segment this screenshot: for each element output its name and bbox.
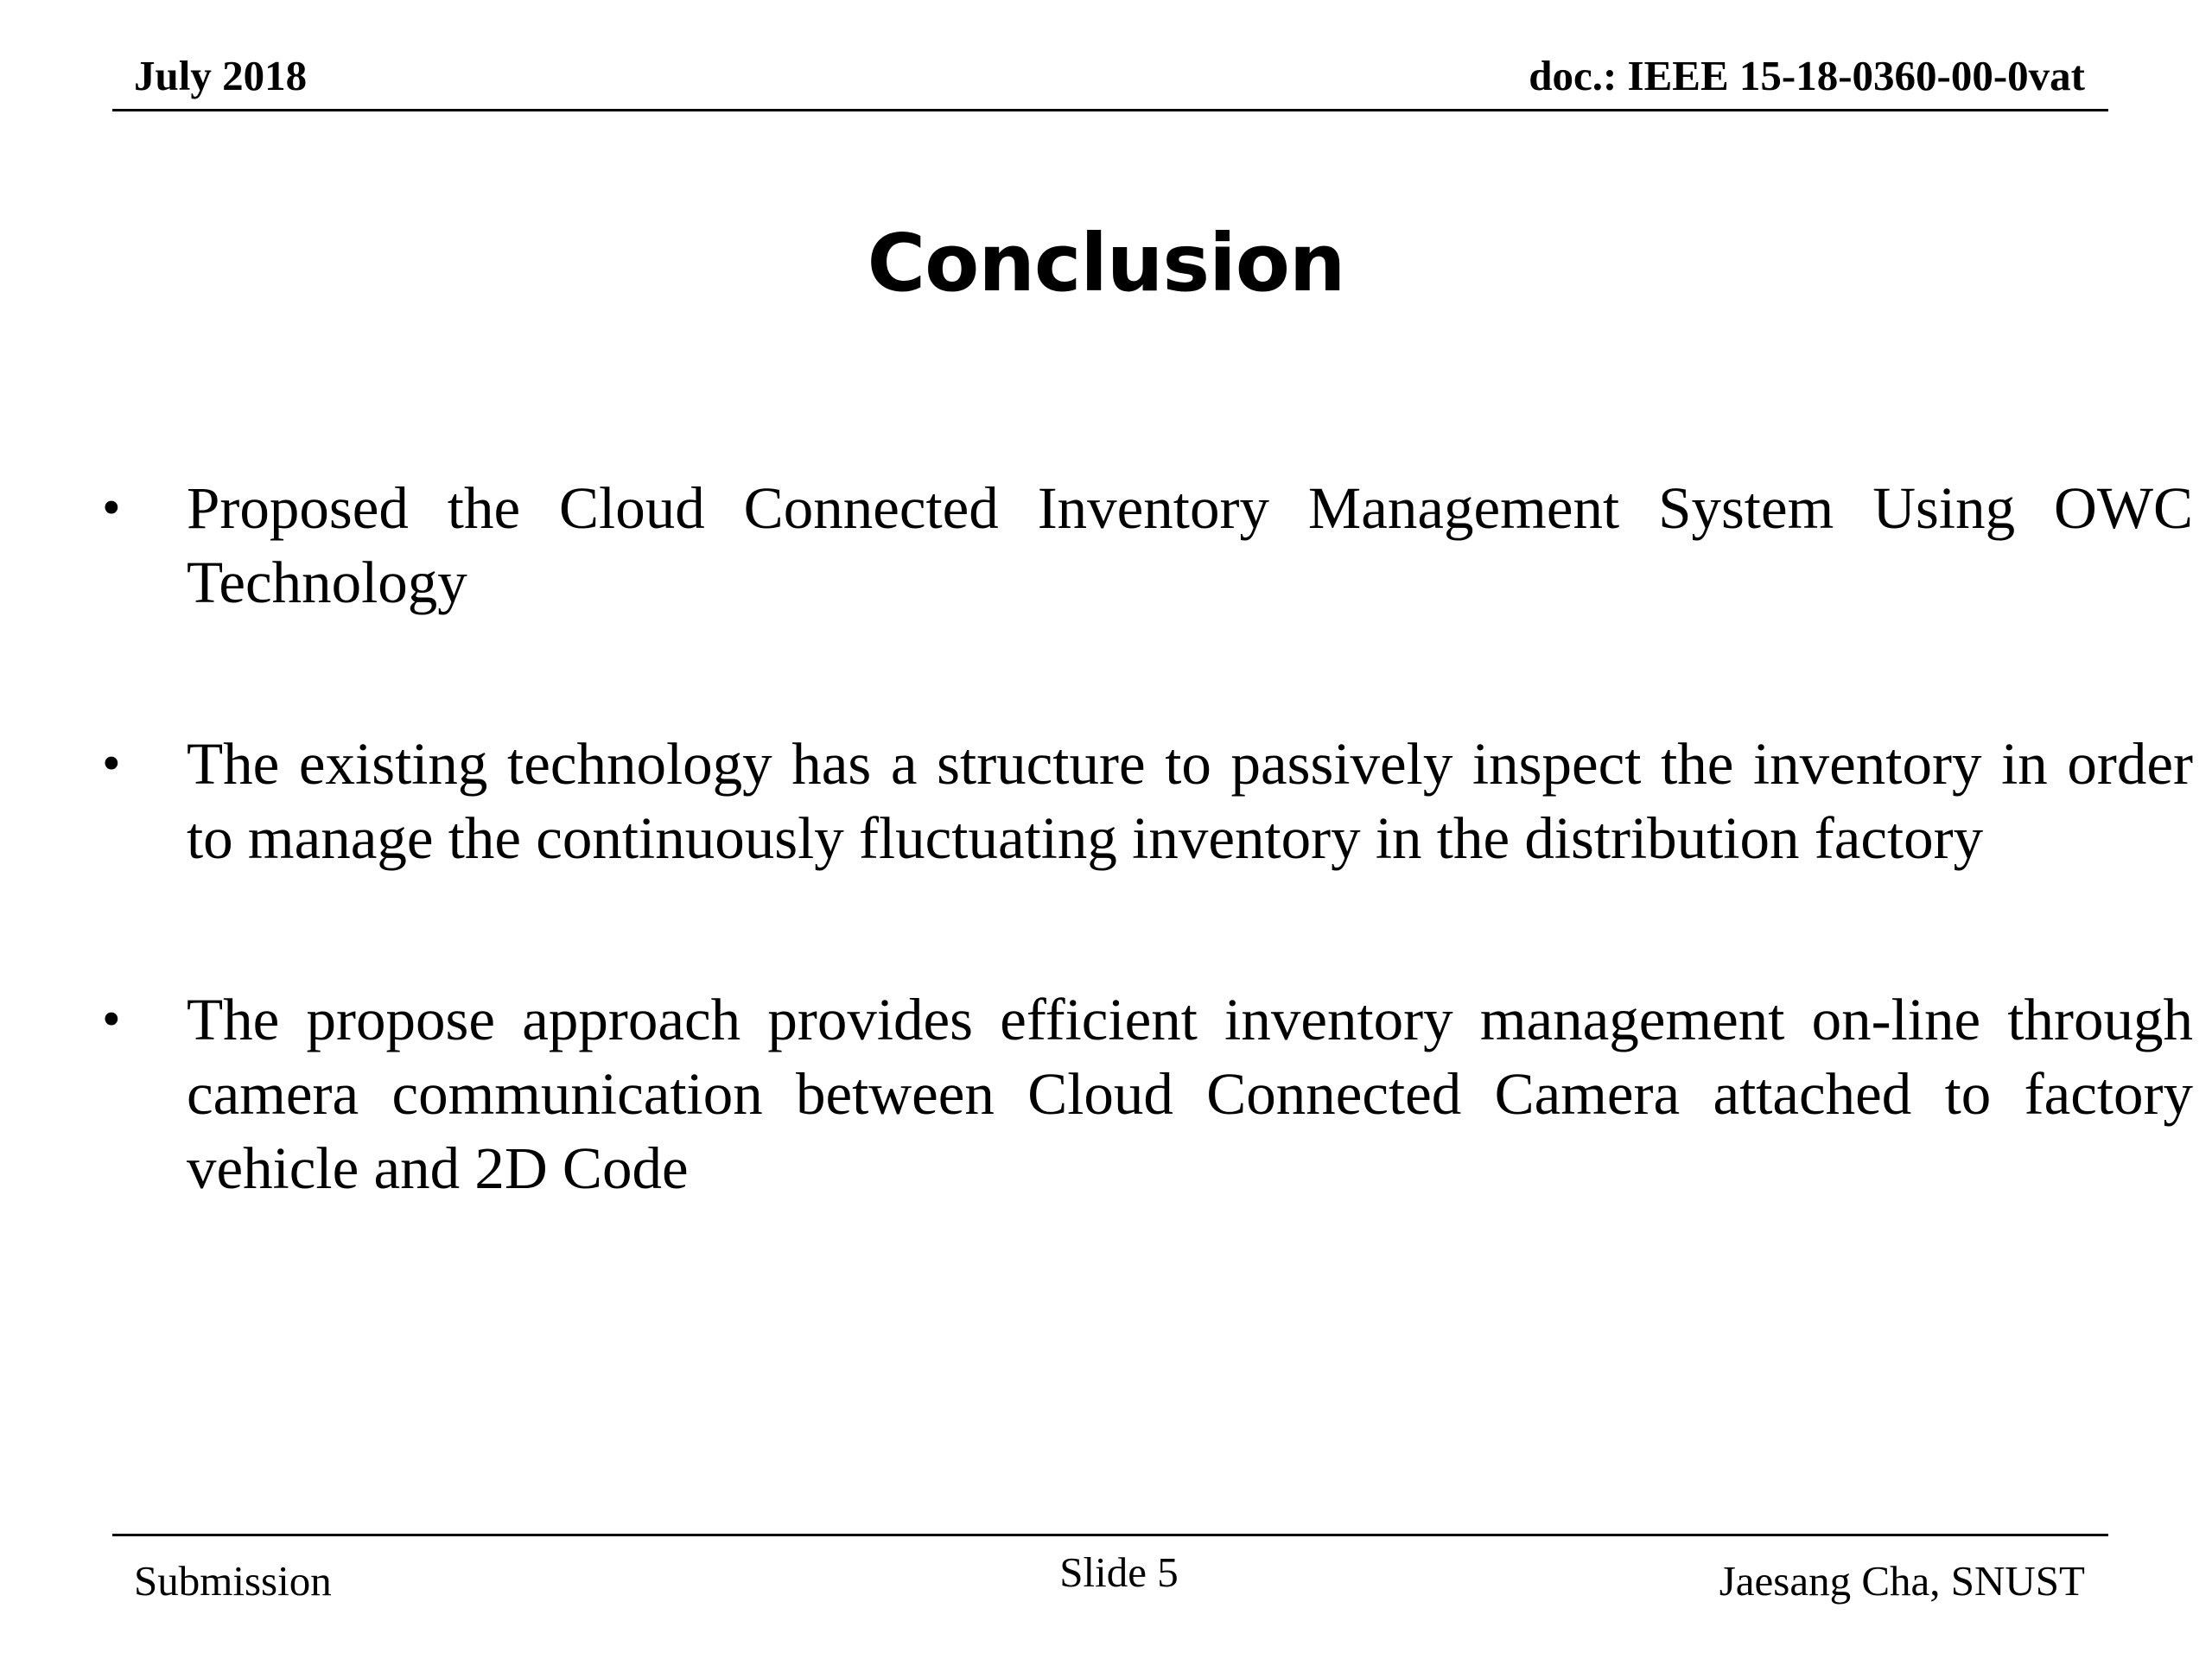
bullet-text: Proposed the Cloud Connected Inventory Management System Using OWC Technology: [187, 475, 2193, 615]
bullet-item: [0, 471, 2212, 620]
header-date: July 2018: [134, 52, 308, 99]
header-doc-id: doc.: IEEE 15-18-0360-00-0vat: [1529, 52, 2085, 99]
slide-title: Conclusion: [867, 217, 1345, 309]
bullet-text: The propose approach provides efficient inventory management on-line through camera communication between Cloud Connected Camera attached to factory vehicle and 2D Code: [187, 987, 2193, 1201]
bullet-icon: •: [102, 990, 121, 1049]
bullet-icon: •: [102, 734, 121, 793]
bullet-icon: •: [102, 479, 121, 537]
bullet-text: The existing technology has a structure to passively inspect the inventory in order to manage the continuously fluctuating inventory in the distribution factory: [187, 731, 2193, 871]
header-divider: [112, 109, 2108, 111]
footer-divider: [112, 1534, 2108, 1536]
slide-number: Slide 5: [1059, 1548, 1179, 1596]
bullet-list: [0, 471, 2212, 1313]
footer-submission: Submission: [134, 1557, 332, 1605]
bullet-item: [0, 982, 2212, 1205]
bullet-item: [0, 727, 2212, 875]
footer-author: Jaesang Cha, SNUST: [1719, 1557, 2085, 1605]
